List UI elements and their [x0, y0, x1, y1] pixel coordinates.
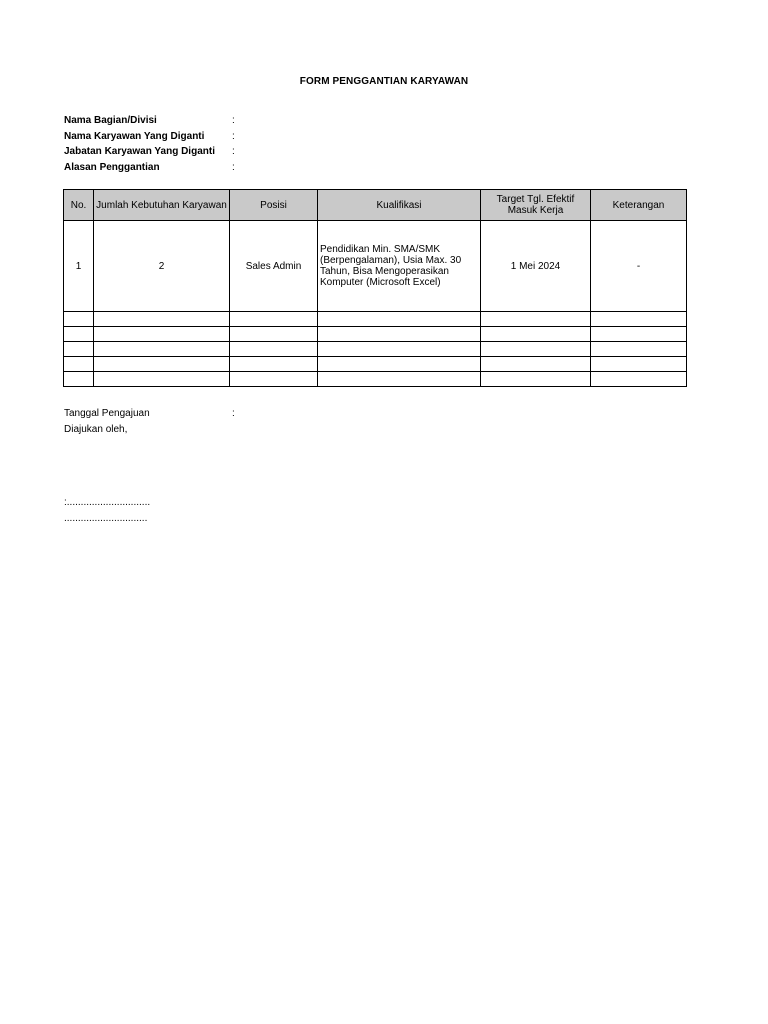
- cell-posisi: Sales Admin: [230, 221, 318, 312]
- empty-cell: [94, 372, 230, 387]
- table-row-empty: [64, 357, 687, 372]
- cell-no: 1: [64, 221, 94, 312]
- empty-cell: [94, 357, 230, 372]
- empty-cell: [230, 312, 318, 327]
- empty-cell: [481, 327, 591, 342]
- tanggal-pengajuan-label: Tanggal Pengajuan: [64, 407, 150, 419]
- empty-cell: [230, 372, 318, 387]
- tanggal-pengajuan-colon: :: [232, 407, 235, 419]
- empty-cell: [64, 327, 94, 342]
- empty-cell: [591, 312, 687, 327]
- header-fields: [64, 113, 242, 175]
- empty-cell: [481, 372, 591, 387]
- signature-block: [64, 495, 150, 527]
- empty-cell: [230, 327, 318, 342]
- empty-cell: [94, 342, 230, 357]
- diajukan-oleh-label: Diajukan oleh,: [64, 423, 128, 435]
- field-label: Jabatan Karyawan Yang Diganti: [64, 146, 215, 158]
- field-nama-karyawan: [64, 129, 242, 145]
- empty-cell: [481, 342, 591, 357]
- field-label: Alasan Penggantian: [64, 161, 160, 173]
- field-alasan-penggantian: [64, 160, 242, 176]
- empty-cell: [591, 342, 687, 357]
- empty-cell: [591, 357, 687, 372]
- empty-cell: [481, 357, 591, 372]
- header-kualifikasi: Kualifikasi: [318, 190, 481, 221]
- signature-line: :..............................: [64, 497, 151, 508]
- header-no: No.: [64, 190, 94, 221]
- header-posisi: Posisi: [230, 190, 318, 221]
- empty-cell: [318, 342, 481, 357]
- diajukan-oleh-row: [64, 421, 235, 437]
- field-colon: :: [232, 161, 235, 173]
- empty-cell: [481, 312, 591, 327]
- table-row-empty: [64, 312, 687, 327]
- cell-keterangan: -: [591, 221, 687, 312]
- empty-cell: [318, 357, 481, 372]
- empty-cell: [64, 357, 94, 372]
- signature-name-line: ..............................: [64, 513, 148, 524]
- table-row-empty: [64, 372, 687, 387]
- empty-cell: [591, 372, 687, 387]
- table-header-row: [64, 190, 687, 221]
- empty-cell: [64, 342, 94, 357]
- table-row: [64, 221, 687, 312]
- table-row-empty: [64, 342, 687, 357]
- empty-cell: [64, 312, 94, 327]
- field-nama-bagian: [64, 113, 242, 129]
- requirements-table: [63, 189, 687, 387]
- form-title: FORM PENGGANTIAN KARYAWAN: [299, 76, 469, 87]
- footer-section: [64, 405, 235, 437]
- header-keterangan: Keterangan: [591, 190, 687, 221]
- field-label: Nama Bagian/Divisi: [64, 115, 157, 127]
- tanggal-pengajuan-row: [64, 405, 235, 421]
- header-jumlah: Jumlah Kebutuhan Karyawan: [94, 190, 230, 221]
- empty-cell: [94, 327, 230, 342]
- cell-kualifikasi: Pendidikan Min. SMA/SMK (Berpengalaman), Usia Max. 30 Tahun, Bisa Mengoperasikan Komputer (Microsoft Excel): [318, 221, 481, 312]
- empty-cell: [318, 312, 481, 327]
- empty-cell: [94, 312, 230, 327]
- empty-cell: [230, 357, 318, 372]
- empty-cell: [64, 372, 94, 387]
- header-target: Target Tgl. Efektif Masuk Kerja: [481, 190, 591, 221]
- table-row-empty: [64, 327, 687, 342]
- empty-cell: [318, 327, 481, 342]
- field-colon: :: [232, 115, 235, 127]
- cell-target: 1 Mei 2024: [481, 221, 591, 312]
- cell-jumlah: 2: [94, 221, 230, 312]
- field-colon: :: [232, 130, 235, 142]
- field-colon: :: [232, 146, 235, 158]
- field-label: Nama Karyawan Yang Diganti: [64, 130, 205, 142]
- empty-cell: [230, 342, 318, 357]
- field-jabatan-karyawan: [64, 144, 242, 160]
- empty-cell: [318, 372, 481, 387]
- empty-cell: [591, 327, 687, 342]
